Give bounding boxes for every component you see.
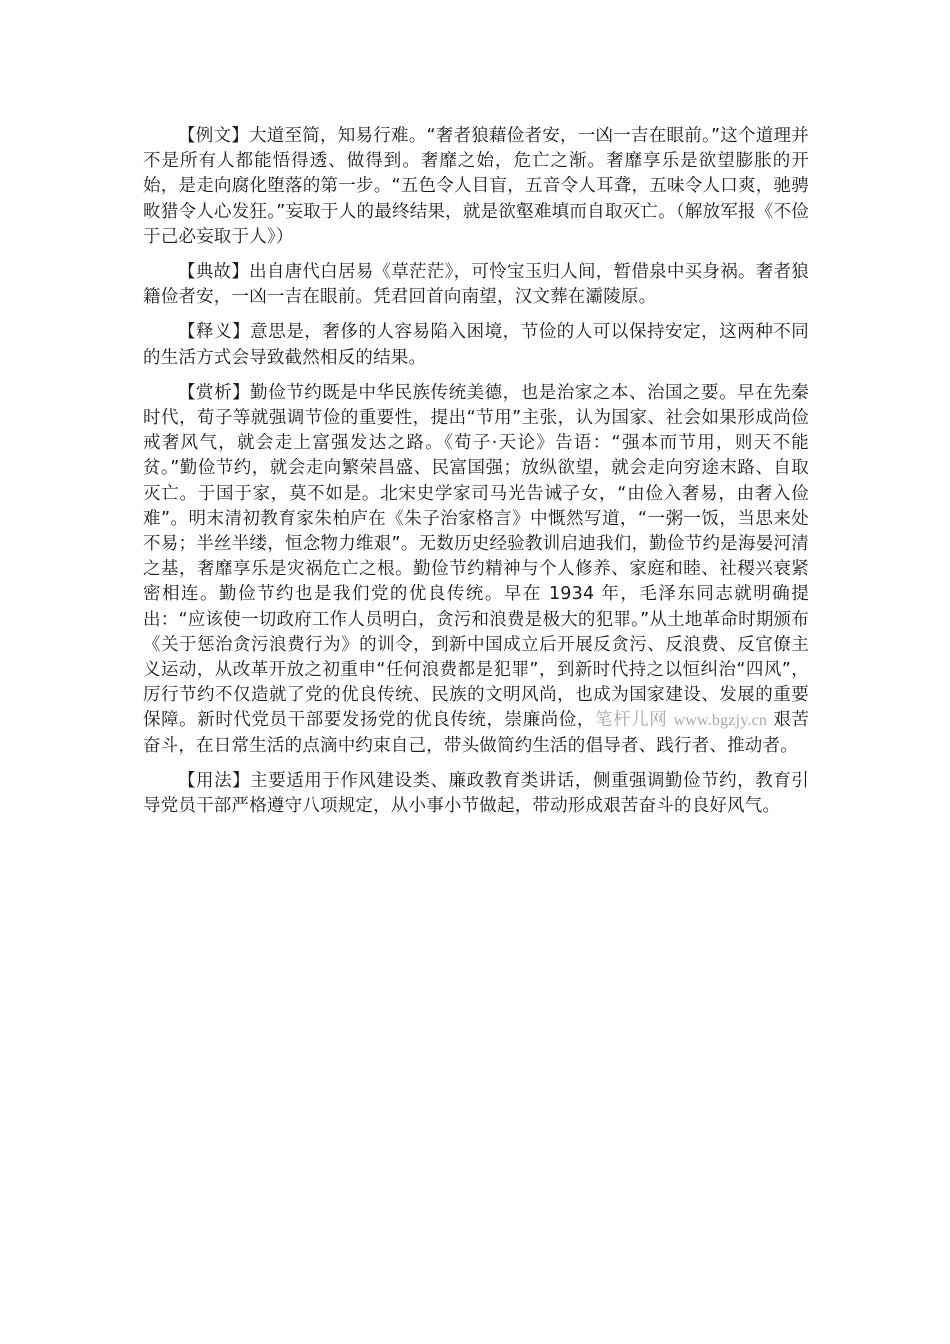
analysis-tag: 【赏析】: [178, 382, 251, 403]
meaning-text: 意思是，奢侈的人容易陷入困境，节俭的人可以保持安定，这两种不同的生活方式会导致截然相反的结果。: [143, 322, 809, 368]
allusion-text: 出自唐代白居易《草茫茫》，可怜宝玉归人间，暂借泉中买身祸。奢者狼籍俭者安，一凶一吉在眼前。凭君回首向南望，汉文葬在灞陵原。: [143, 262, 809, 308]
analysis-text-after: 艰苦奋斗，在日常生活的点滴中约束自己，带头做简约生活的倡导者、践行者、推动者。: [143, 710, 810, 756]
example-tag: 【例文】: [178, 126, 249, 146]
analysis-text-before: 勤俭节约既是中华民族传统美德，也是治家之本、治国之要。早在先秦时代，荀子等就强调节俭的重要性，提出“节用”主张，认为国家、社会如果形成尚俭戒奢风气，就会走上富强发达之路。《荀子·天论》告语：“强本而节用，则天不能贫。”勤俭节约，就会走向繁荣昌盛、民富国强；放纵欲望，就会走向穷途末路、自取灭亡。于国于家，莫不如是。北宋史学家司马光告诫子女，“由俭入奢易，由奢入俭难”。明末清初教育家朱柏庐在《朱子治家格言》中慨然写道，“一粥一饭，当思来处不易；半丝半缕，恒念物力维艰”。无数历史经验教训启迪我们，勤俭节约是海晏河清之基，奢靡享乐是灾祸危亡之根。勤俭节约精神与个人修养、家庭和睦、社稷兴衰紧密相连。勤俭节约也是我们党的优良传统。早在 1934 年，毛泽东同志就明确提出：“应该使一切政府工作人员明白，贪污和浪费是极大的犯罪。”从土地革命时期颁布《关于惩治贪污浪费行为》的训令，到新中国成立后开展反贪污、反浪费、反官僚主义运动，从改革开放之初重申“任何浪费都是犯罪”，到新时代持之以恒纠治“四风”，厉行节约不仅造就了党的优良传统、民族的文明风尚，也成为国家建设、发展的重要保障。新时代党员干部要发扬党的优良传统，崇廉尚俭，: [143, 382, 809, 731]
watermark-name: 笔杆儿网: [594, 710, 668, 731]
watermark-url: www.bgzjy.cn: [673, 712, 768, 730]
section-example: [143, 124, 809, 250]
section-analysis: [143, 381, 809, 759]
usage-text: 主要适用于作风建设类、廉政教育类讲话，侧重强调勤俭节约，教育引导党员干部严格遵守八项规定，从小事小节做起，带动形成艰苦奋斗的良好风气。: [143, 770, 809, 817]
example-text: 大道至简，知易行难。“奢者狼藉俭者安，一凶一吉在眼前。”这个道理并不是所有人都能悟得透、做得到。奢靡之始，危亡之渐。奢靡享乐是欲望膨胀的开始，是走向腐化堕落的第一步。“五色令人目盲，五音令人耳聋，五味令人口爽，驰骋畋猎令人心发狂。”妄取于人的最终结果，就是欲壑难填而自取灭亡。（解放军报《不俭于己必妄取于人》）: [143, 126, 809, 247]
usage-tag: 【用法】: [178, 770, 251, 791]
section-usage: [143, 769, 809, 819]
document-body: [143, 124, 809, 829]
section-allusion: [143, 260, 809, 310]
section-meaning: [143, 320, 809, 370]
meaning-tag: 【释义】: [178, 322, 251, 343]
allusion-tag: 【典故】: [178, 262, 250, 283]
